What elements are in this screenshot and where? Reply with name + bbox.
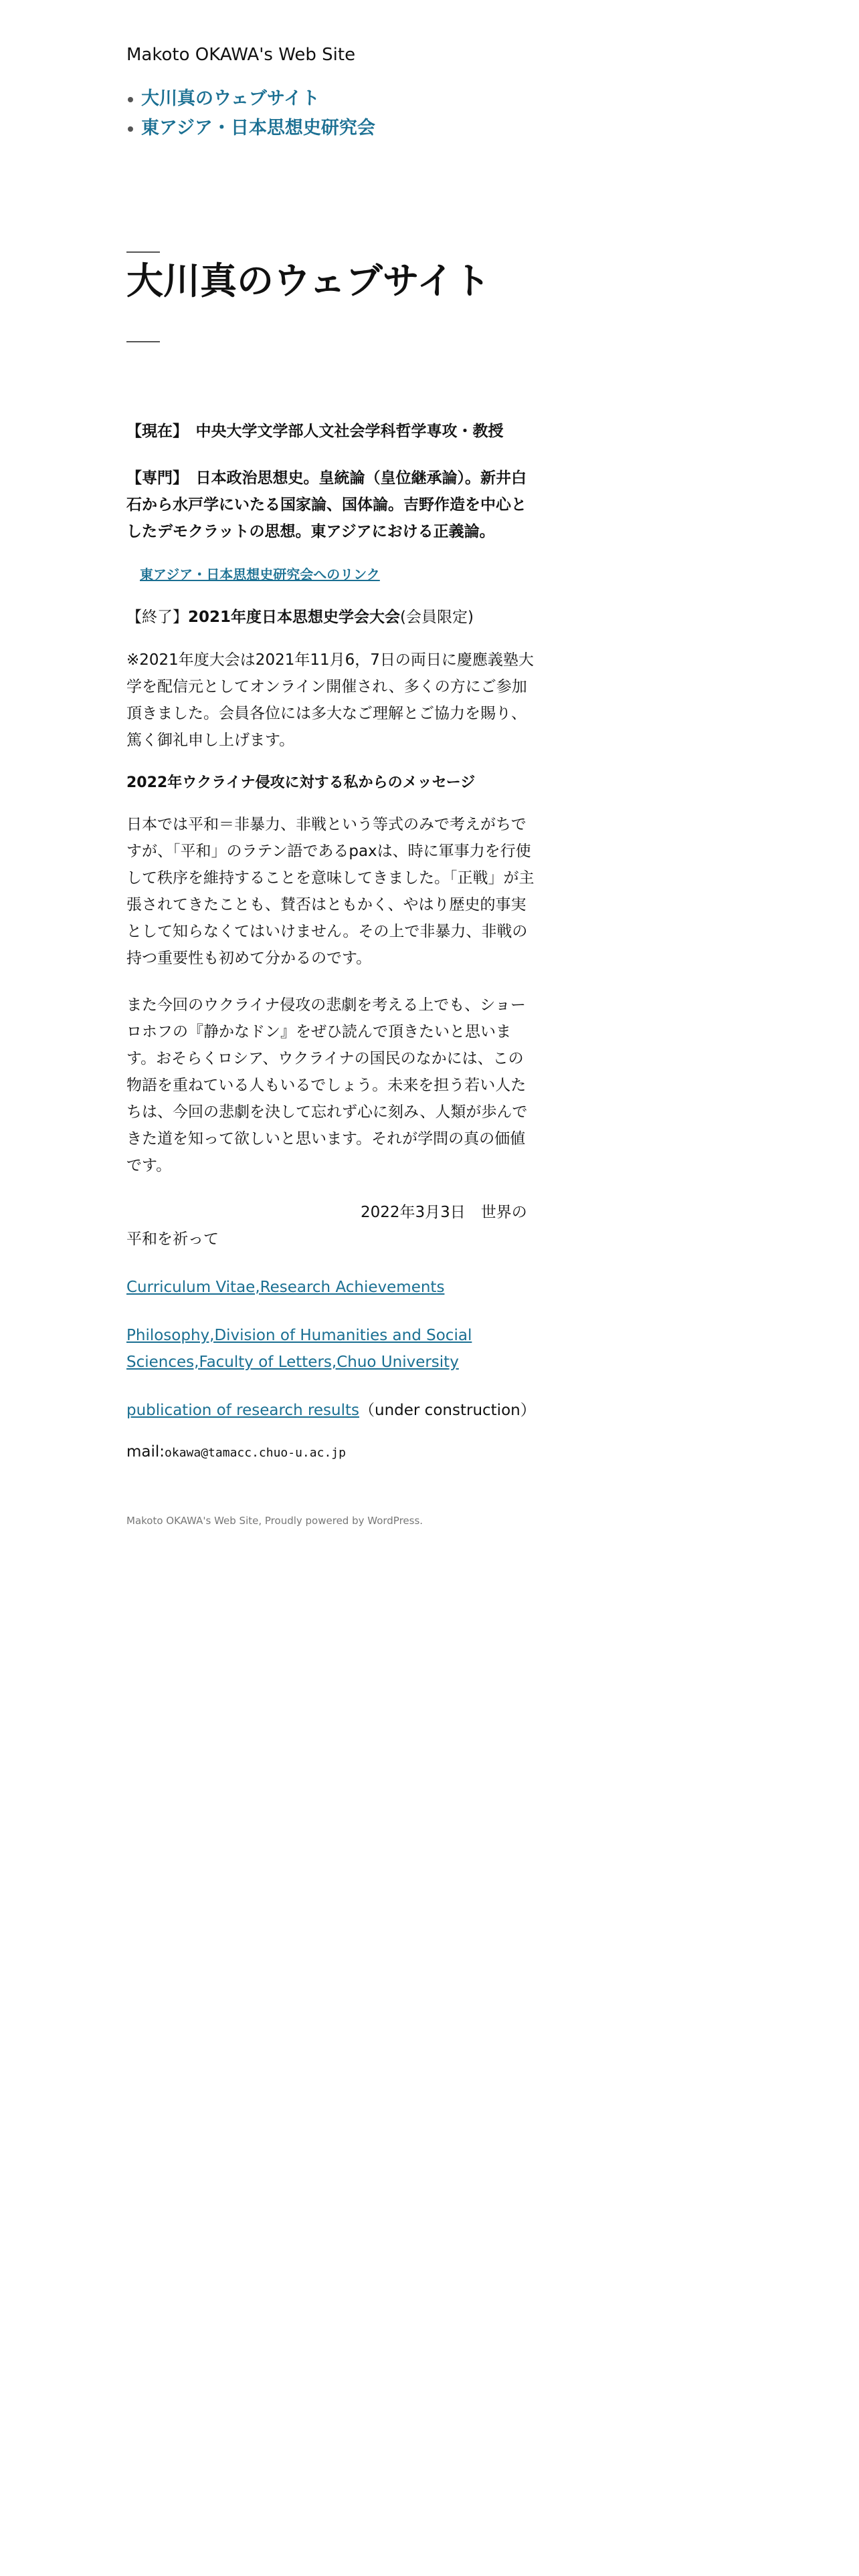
specialty: 【専門】 日本政治思想史。皇統論（皇位継承論）。新井白石から水戸学にいたる国家論、国体論。吉野作造を中心としたデモクラットの思想。東アジアにおける正義論。 bbox=[126, 469, 527, 540]
conference-prefix: 【終了】 bbox=[126, 609, 188, 626]
dept-paragraph bbox=[126, 1322, 539, 1376]
cv-link[interactable]: Curriculum Vitae,Research Achievements bbox=[126, 1279, 445, 1296]
mail-paragraph bbox=[126, 1438, 539, 1467]
nav-item-home bbox=[126, 84, 375, 114]
nav-link-home[interactable]: 大川真のウェブサイト bbox=[141, 88, 320, 109]
title-bottom-divider bbox=[126, 341, 160, 342]
entry-content bbox=[126, 418, 539, 1467]
page-title: 大川真のウェブサイト bbox=[126, 259, 490, 302]
publication-note: （under construction） bbox=[359, 1402, 536, 1419]
study-group-link[interactable]: 東アジア・日本思想史研究会へのリンク bbox=[140, 566, 380, 582]
primary-nav bbox=[126, 84, 375, 143]
mail-label: mail: bbox=[126, 1443, 165, 1461]
title-top-divider bbox=[126, 251, 160, 253]
study-group-paragraph bbox=[126, 561, 539, 588]
cv-paragraph bbox=[126, 1274, 539, 1301]
ukraine-paragraph-2: また今回のウクライナ侵攻の悲劇を考える上でも、ショーロホフの『静かなドン』をぜひ読んで頂きたいと思います。おそらくロシア、ウクライナの国民のなかには、この物語を重ねている人もいるでしょう。未来を担う若い人たちは、今回の悲劇を決して忘れず心に刻み、人類が歩んできた道を知って欲しいと思います。それが学問の真の価値です。 bbox=[126, 996, 528, 1174]
publication-link[interactable]: publication of research results bbox=[126, 1402, 360, 1419]
signature: 2022年3月3日 世界の平和を祈って bbox=[126, 1204, 527, 1248]
conference-text: ※2021年度大会は2021年11月6，7日の両日に慶應義塾大学を配信元としてオンライン開催され、多くの方にご参加頂きました。会員各位には多大なご理解とご協力を賜り、篤く御礼申し上げます。 bbox=[126, 651, 534, 749]
ukraine-heading: 2022年ウクライナ侵攻に対する私からのメッセージ bbox=[126, 774, 476, 791]
conference-heading bbox=[126, 604, 539, 631]
publication-paragraph bbox=[126, 1397, 539, 1424]
conference-title: 2021年度日本思想史学会大会 bbox=[188, 609, 401, 626]
ukraine-paragraph-1: 日本では平和＝非暴力、非戦という等式のみで考えがちですが、「平和」のラテン語であるpaxは、時に軍事力を行使して秩序を維持することを意味してきました。「正戦」が主張されてきたことも、賛否はともかく、やはり歴史的事実として知らなくてはいけません。その上で非暴力、非戦の持つ重要性も初めて分かるのです。 bbox=[126, 816, 535, 967]
conference-suffix: (会員限定) bbox=[400, 609, 474, 626]
current-position: 【現在】 中央大学文学部人文社会学科哲学専攻・教授 bbox=[126, 423, 504, 440]
mail-address: okawa@tamacc.chuo-u.ac.jp bbox=[165, 1446, 346, 1460]
site-footer: Makoto OKAWA's Web Site, Proudly powered by WordPress. bbox=[126, 1515, 423, 1527]
nav-link-study-group[interactable]: 東アジア・日本思想史研究会 bbox=[141, 118, 375, 138]
site-title-link[interactable]: Makoto OKAWA's Web Site bbox=[126, 45, 356, 65]
dept-link[interactable]: Philosophy,Division of Humanities and Social Sciences,Faculty of Letters,Chuo University bbox=[126, 1327, 472, 1371]
nav-item-study-group bbox=[126, 114, 375, 143]
